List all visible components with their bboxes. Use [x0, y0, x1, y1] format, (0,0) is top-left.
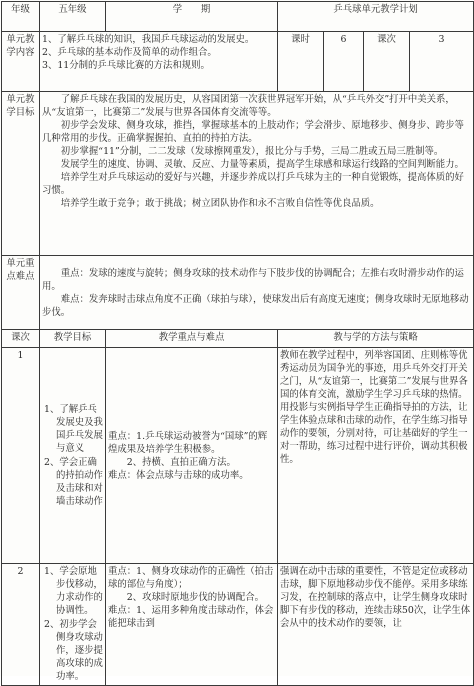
unit-content-item: 1、了解乒乓球的知识，我国乒乓球运动的发展史。: [42, 34, 255, 45]
unit-goals-label: 单元教学目标: [2, 92, 40, 256]
lesson-number: 1: [2, 348, 40, 564]
lesson-goal-item: 2、初步学会侧身攻球动作，逐步提高攻球的成功率。: [44, 619, 103, 682]
lessons-header-row: [2, 330, 474, 348]
lesson-key-item: 2、攻球时原地步伐的协调配合。: [126, 592, 265, 603]
lesson-number: 2: [2, 564, 40, 686]
unit-key-row: [2, 256, 474, 330]
hours-value: 6: [324, 32, 364, 92]
semester-label: 学 期: [106, 2, 278, 32]
unit-content-item: 2、乒乓球的基本动作及简单的动作组合。: [42, 47, 217, 58]
plan-title: 乒乓球单元教学计划: [278, 2, 474, 32]
unit-goals-text: [40, 92, 474, 256]
unit-content-item: 3、11分制的乒乓球比赛的方法和规则。: [42, 60, 210, 71]
lesson-goals: [40, 564, 106, 686]
lesson-goals: [40, 348, 106, 564]
lesson-count-value: 3: [410, 32, 474, 92]
lesson-key-item: 难点：体会点球与击球的成功率。: [108, 469, 249, 481]
goal-paragraph: 初步掌握“11”分制，二二发球（发球擦网重发），报比分与手势，三局二胜或五局三胜制等。: [60, 146, 444, 157]
grade-label: 年级: [2, 2, 40, 32]
unit-focus: 重点：发球的速度与旋转；侧身攻球的技术动作与下肢步伐的协调配合；左推右攻时滑步动作的运用。: [42, 267, 464, 292]
unit-key-text: [40, 256, 474, 330]
col-goals-header: 教学目标: [40, 330, 106, 348]
lesson-key-item: 重点：1.乒乓球运动被誉为“国球”的辉煌成果及培养学生积极参。: [108, 430, 268, 455]
lesson-row: [2, 348, 474, 564]
unit-key-label: 单元重点难点: [2, 256, 40, 330]
unit-content-label: 单元教学内容: [2, 32, 40, 92]
unit-content-row: [2, 32, 474, 92]
lesson-goal-item: 2、学会正确的持拍动作及击球和对墙击球动作: [44, 456, 103, 507]
unit-plan-table: [1, 1, 474, 686]
unit-content-list: [40, 32, 278, 92]
header-row: [2, 2, 474, 32]
lesson-goal-item: 1、学会原地步伐移动，力求动作的协调性。: [44, 566, 103, 616]
lesson-key: [106, 348, 278, 564]
col-methods-header: 教与学的方法与策略: [278, 330, 474, 348]
unit-goals-row: [2, 92, 474, 256]
goal-paragraph: 培养学生敢于竞争；敢于挑战；树立团队协作和永不言败自信性等优良品质。: [60, 198, 380, 209]
lesson-count-label: 课次: [364, 32, 410, 92]
lesson-key-item: 2、持横、直拍正确方法。: [126, 456, 236, 468]
grade-value: 五年级: [40, 2, 106, 32]
lesson-key-item: 重点：1、侧身攻球动作的正确性（拍击球的部位与角度）；: [108, 566, 274, 590]
lesson-key: [106, 564, 278, 686]
goal-paragraph: 培养学生对乒乓球运动的爱好与兴趣，并逐步养成以打乒乓球为主的一种自觉锻炼，提高体质的好习惯。: [42, 172, 464, 196]
lesson-goal-item: 1、了解乒乓发展史及我国乒乓发展与意义: [44, 403, 103, 454]
col-lesson-header: 课次: [2, 330, 40, 348]
unit-difficulty: 难点：发奔球时击球点角度不正确（球拍与球），使球发出后有高度无速度；侧身攻球时无原地移动步伐。: [42, 293, 469, 318]
goal-paragraph: 发展学生的速度、协调、灵敏、反应、力量等素质，提高学生球感和球运行线路的空间判断能力。: [60, 159, 464, 170]
lesson-row: [2, 564, 474, 686]
lesson-methods: 强调在动中击球的重要性，不管是定位或移动击球，脚下原地移动步伐不能停。采用多球练习发，在控制球的落点中，让学生侧身攻球时脚下有步伐的移动，连续击球50次，让学生体会从中的技术动作的要领，让: [278, 564, 474, 686]
col-key-header: 教学重点与难点: [106, 330, 278, 348]
hours-label: 课时: [278, 32, 324, 92]
lesson-key-item: 难点：1、运用多种角度击球动作，体会能把球击到: [108, 605, 274, 629]
goal-paragraph: 了解乒乓球在我国的发展历史，从容国团第一次获世界冠军开始，从“乒乓外交”打开中美关系，从“友谊第一，比赛第二”发展与世界各国体育交流等等。: [42, 94, 455, 118]
goal-paragraph: 初步学会发球、侧身攻球，推挡，掌握球基本的上肢动作；学会滑步、原地移步、侧身步、跨步等几种常用的步伐。正确掌握握拍、直拍的持拍方法。: [42, 120, 464, 144]
lesson-methods: 教师在教学过程中，列举容国团、庄则栋等优秀运动员为国争光的事迹，用乒乓外交打开关之门，从“友谊第一，比赛第二”发展与世界各国的体育交流，激励学生学习乒乓球的热情。用投影与实例指导学生正确指导拍的方法，让学生体验点球和击球的动作，在学生练习指导动作的要领，分别对待，可让基础好的学生一对一帮助，练习过程中进行评价，调动其积极性。: [278, 348, 474, 564]
